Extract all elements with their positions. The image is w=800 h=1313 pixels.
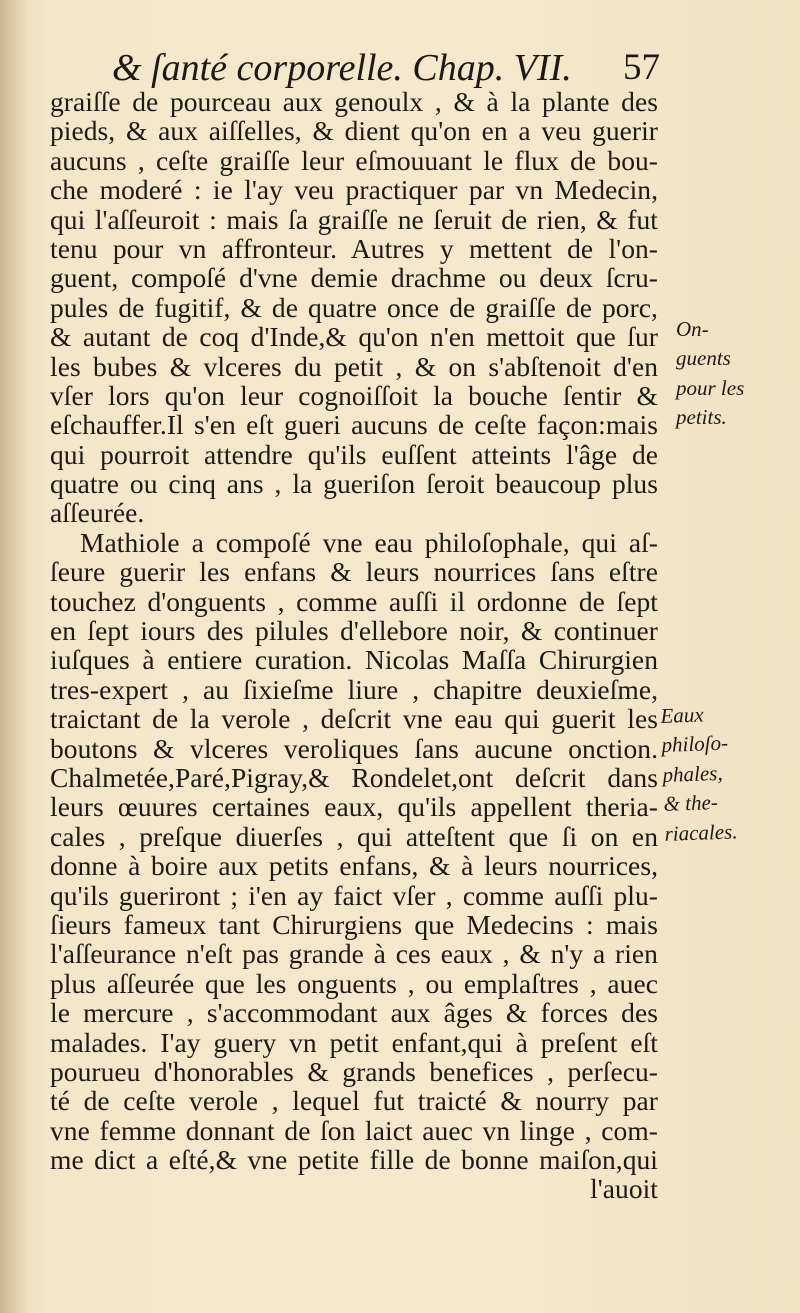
text-line: les bubes & vlceres du petit , & on s'abſtenoit d'en — [50, 350, 658, 382]
text-line: boutons & vlceres veroliques ſans aucune onction. — [50, 732, 658, 764]
text-line: qu'ils gueriront ; i'en ay faict vſer , comme auſſi plu- — [50, 879, 658, 911]
paragraph-end-line: aſſeurée. — [50, 497, 145, 529]
margin-note-ointments — [676, 315, 744, 433]
text-line: graiſſe de pourceau aux genoulx , & à la plante des — [50, 86, 658, 117]
text-line: qui l'aſſeuroit : mais ſa graiſſe ne ſeruit de rien, & fut — [50, 203, 658, 235]
text-line: té de ceſte verole , lequel fut traicté & nourry par — [50, 1085, 658, 1117]
margin-note-line: Eaux — [660, 702, 705, 728]
text-line: tres-expert , au ſixieſme liure , chapitre deuxieſme, — [50, 673, 658, 705]
main-text-block — [50, 87, 658, 1204]
text-line: ſieurs fameux tant Chirurgiens que Medecins : mais — [50, 908, 658, 940]
text-line: cales , preſque diuerſes , qui atteſtent que ſi on en — [50, 820, 658, 852]
margin-note-line: philoſo- — [661, 731, 729, 758]
text-line: pourueu d'honorables & grands benefices , perſecu- — [50, 1055, 658, 1087]
catchword: l'auoit — [590, 1173, 658, 1205]
margin-note-line: phales, — [662, 760, 724, 787]
text-line: en ſept iours des pilules d'ellebore noir, & continuer — [50, 615, 658, 647]
margin-note-line: & the- — [663, 790, 719, 817]
text-line: traictant de la verole , deſcrit vne eau qui guerit les — [50, 703, 658, 735]
running-head: & ſanté corporelle. Chap. VII. — [112, 47, 572, 89]
text-line: me dict a eſté,& vne petite fille de bonne maiſon,qui — [50, 1144, 658, 1176]
margin-note-line: pour les — [676, 375, 745, 400]
text-line: le mercure , s'accommodant aux âges & forces des — [50, 997, 658, 1029]
paragraph-start-line: Mathiole a compoſé vne eau philoſophale, qui aſ- — [80, 526, 658, 558]
margin-note-line: riacales. — [664, 819, 738, 846]
margin-note-waters — [660, 699, 738, 848]
page-header — [112, 46, 660, 90]
text-line: che moderé : ie l'ay veu practiquer par vn Medecin, — [50, 174, 658, 206]
text-line: Chalmetée,Paré,Pigray,& Rondelet,ont deſcrit dans — [50, 761, 658, 793]
text-line: malades. I'ay guery vn petit enfant,qui à preſent eſt — [50, 1026, 658, 1058]
text-line: vne femme donnant de ſon laict auec vn linge , com- — [50, 1114, 658, 1146]
text-line: & autant de coq d'Inde,& qu'on n'en mettoit que ſur — [50, 321, 658, 353]
text-line: tenu pour vn affronteur. Autres y mettent de l'on- — [50, 232, 658, 264]
text-line: vſer lors qu'on leur cognoiſſoit la bouche ſentir & — [50, 379, 658, 411]
text-line: donne à boire aux petits enfans, & à leurs nourrices, — [50, 850, 658, 882]
margin-note-line: On- — [676, 317, 709, 341]
text-line: pieds, & aux aiſſelles, & dient qu'on en a veu guerir — [50, 115, 658, 147]
text-line: pules de fugitif, & de quatre once de graiſſe de porc, — [50, 291, 658, 323]
text-line: eſchauffer.Il s'en eſt gueri aucuns de ceſte façon:mais — [50, 409, 658, 441]
text-line: leurs œuures certaines eaux, qu'ils appellent theria- — [50, 791, 658, 823]
text-line: quatre ou cinq ans , la gueriſon ſeroit beaucoup plus — [50, 468, 658, 500]
text-line: l'aſſeurance n'eſt pas grande à ces eaux , & n'y a rien — [50, 938, 658, 970]
text-line: ſeure guerir les enfans & leurs nourrices ſans eſtre — [50, 556, 658, 588]
page-gutter-shadow — [0, 0, 28, 1313]
text-line: touchez d'onguents , comme auſſi il ordonne de ſept — [50, 585, 658, 617]
text-line: aucuns , ceſte graiſſe leur eſmouuant le flux de bou- — [50, 144, 658, 176]
page-number: 57 — [623, 47, 660, 88]
margin-note-line: guents — [676, 346, 731, 371]
text-line: plus aſſeurée que les onguents , ou emplaſtres , auec — [50, 967, 658, 999]
margin-note-line: petits. — [676, 405, 727, 430]
text-line: guent, compoſé d'vne demie drachme ou deux ſcru- — [50, 262, 658, 294]
text-line: qui pourroit attendre qu'ils euſſent atteints l'âge de — [50, 438, 658, 470]
text-line: iuſques à entiere curation. Nicolas Maſſa Chirurgien — [50, 644, 658, 676]
